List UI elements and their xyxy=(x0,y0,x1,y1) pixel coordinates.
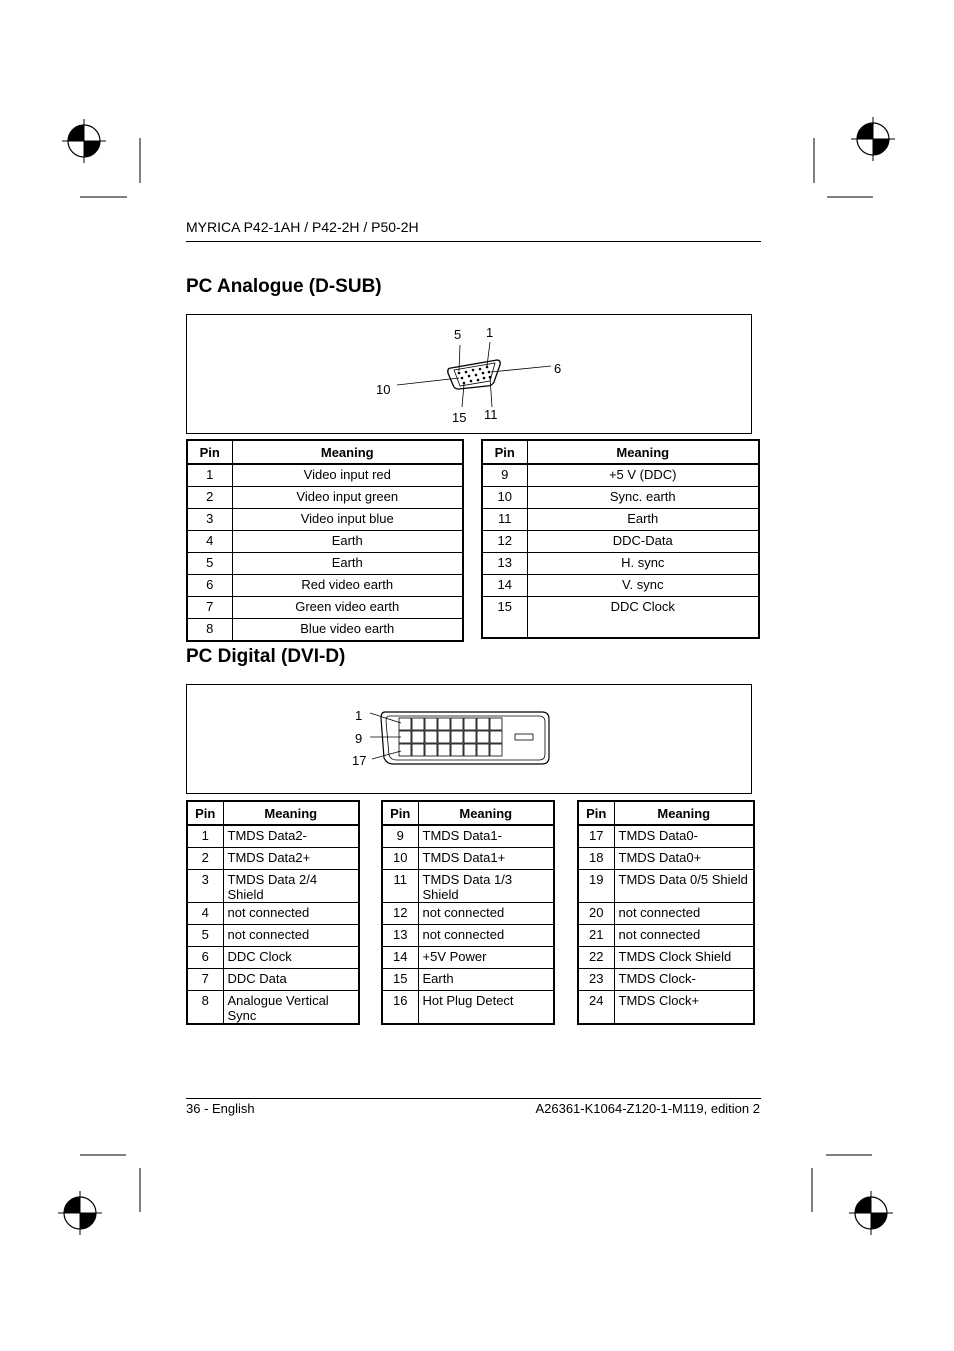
dsub-label-6: 6 xyxy=(554,361,562,376)
pin-number: 1 xyxy=(187,825,223,848)
table-row xyxy=(482,597,759,639)
pin-number: 8 xyxy=(187,619,232,642)
pin-number: 14 xyxy=(382,947,418,969)
pin-meaning: TMDS Data 2/4 Shield xyxy=(223,870,359,903)
dsub-diagram xyxy=(186,314,752,434)
pin-number: 11 xyxy=(382,870,418,903)
pin-meaning: Earth xyxy=(418,969,554,991)
table-row xyxy=(382,903,554,925)
table-row xyxy=(187,991,359,1025)
pin-meaning: V. sync xyxy=(527,575,759,597)
pin-meaning: not connected xyxy=(223,903,359,925)
column-header-pin: Pin xyxy=(578,801,614,825)
pin-meaning: Earth xyxy=(527,509,759,531)
footer-page-number: 36 - English xyxy=(186,1101,255,1116)
pin-meaning: TMDS Data2+ xyxy=(223,848,359,870)
pin-meaning: Blue video earth xyxy=(232,619,463,642)
column-header-pin: Pin xyxy=(187,440,232,464)
pin-meaning: TMDS Data1- xyxy=(418,825,554,848)
table-row xyxy=(187,575,463,597)
pin-number: 6 xyxy=(187,575,232,597)
pin-number: 4 xyxy=(187,903,223,925)
pin-meaning: TMDS Data 0/5 Shield xyxy=(614,870,754,903)
dvi-pin-table-3 xyxy=(577,800,755,1025)
pin-meaning: TMDS Data 1/3 Shield xyxy=(418,870,554,903)
dvi-label-1: 1 xyxy=(355,708,363,723)
table-row xyxy=(187,848,359,870)
pin-meaning: Video input green xyxy=(232,487,463,509)
pin-meaning: not connected xyxy=(614,925,754,947)
pin-number: 17 xyxy=(578,825,614,848)
table-row xyxy=(578,825,754,848)
table-row xyxy=(482,464,759,487)
dsub-label-10: 10 xyxy=(376,382,391,397)
table-row xyxy=(382,969,554,991)
dvi-pin-table-1 xyxy=(186,800,360,1025)
table-row xyxy=(578,947,754,969)
registration-mark-top-right xyxy=(851,117,895,161)
table-row xyxy=(578,969,754,991)
pin-number: 21 xyxy=(578,925,614,947)
pin-meaning: +5V Power xyxy=(418,947,554,969)
pin-number: 8 xyxy=(187,991,223,1025)
pin-number: 20 xyxy=(578,903,614,925)
dsub-connector-drawing xyxy=(187,315,751,433)
registration-mark-top-left xyxy=(62,119,106,163)
table-row xyxy=(578,870,754,903)
pin-number: 10 xyxy=(482,487,527,509)
pin-meaning: TMDS Data2- xyxy=(223,825,359,848)
pin-meaning: TMDS Data0- xyxy=(614,825,754,848)
table-row xyxy=(382,825,554,848)
dsub-label-11: 11 xyxy=(484,407,498,422)
dvi-connector-drawing xyxy=(187,685,751,793)
pin-number: 23 xyxy=(578,969,614,991)
pin-meaning: Earth xyxy=(232,531,463,553)
dvi-pin-grid xyxy=(399,718,533,756)
table-row xyxy=(187,947,359,969)
pin-number: 13 xyxy=(382,925,418,947)
dsub-label-15: 15 xyxy=(452,410,467,425)
pin-number: 15 xyxy=(482,597,527,639)
table-row xyxy=(578,925,754,947)
pin-meaning: DDC-Data xyxy=(527,531,759,553)
pin-number: 2 xyxy=(187,487,232,509)
pin-number: 6 xyxy=(187,947,223,969)
table-row xyxy=(187,925,359,947)
pin-meaning: H. sync xyxy=(527,553,759,575)
dsub-pin-table-1 xyxy=(186,439,464,642)
pin-meaning: TMDS Clock- xyxy=(614,969,754,991)
pin-number: 15 xyxy=(382,969,418,991)
table-row xyxy=(187,903,359,925)
table-row xyxy=(187,969,359,991)
pin-meaning: DDC Clock xyxy=(223,947,359,969)
table-row xyxy=(382,925,554,947)
column-header-meaning: Meaning xyxy=(527,440,759,464)
table-row xyxy=(187,487,463,509)
pin-number: 1 xyxy=(187,464,232,487)
table-row xyxy=(187,597,463,619)
column-header-meaning: Meaning xyxy=(223,801,359,825)
column-header-pin: Pin xyxy=(482,440,527,464)
pin-meaning: not connected xyxy=(418,903,554,925)
dvi-label-17: 17 xyxy=(352,753,367,768)
dvi-label-9: 9 xyxy=(355,731,363,746)
table-row xyxy=(482,487,759,509)
dsub-label-5: 5 xyxy=(454,327,462,342)
pin-meaning: TMDS Data0+ xyxy=(614,848,754,870)
section-heading-analogue: PC Analogue (D-SUB) xyxy=(186,276,382,297)
pin-meaning: Analogue Vertical Sync xyxy=(223,991,359,1025)
pin-meaning: Video input blue xyxy=(232,509,463,531)
table-row xyxy=(382,870,554,903)
pin-meaning: DDC Clock xyxy=(527,597,759,639)
pin-meaning: not connected xyxy=(614,903,754,925)
pin-number: 3 xyxy=(187,870,223,903)
dsub-pin-table-2 xyxy=(481,439,760,639)
dsub-label-1: 1 xyxy=(486,325,494,340)
table-row xyxy=(187,464,463,487)
pin-meaning: Red video earth xyxy=(232,575,463,597)
table-row xyxy=(482,575,759,597)
pin-number: 4 xyxy=(187,531,232,553)
pin-meaning: not connected xyxy=(223,925,359,947)
header-rule xyxy=(186,241,761,242)
table-row xyxy=(187,870,359,903)
pin-number: 10 xyxy=(382,848,418,870)
pin-meaning: TMDS Clock+ xyxy=(614,991,754,1025)
pin-number: 13 xyxy=(482,553,527,575)
registration-mark-bottom-right xyxy=(849,1191,893,1235)
pin-meaning: Hot Plug Detect xyxy=(418,991,554,1025)
page-header-title: MYRICA P42-1AH / P42-2H / P50-2H xyxy=(186,219,419,235)
pin-number: 7 xyxy=(187,969,223,991)
pin-meaning: Video input red xyxy=(232,464,463,487)
table-row xyxy=(187,825,359,848)
pin-number: 9 xyxy=(382,825,418,848)
column-header-pin: Pin xyxy=(382,801,418,825)
pin-meaning: +5 V (DDC) xyxy=(527,464,759,487)
table-row xyxy=(482,531,759,553)
footer-rule xyxy=(186,1098,761,1099)
table-row xyxy=(578,903,754,925)
pin-number: 5 xyxy=(187,925,223,947)
dvi-pin-table-2 xyxy=(381,800,555,1025)
table-row xyxy=(382,991,554,1025)
table-row xyxy=(578,991,754,1025)
pin-meaning: Sync. earth xyxy=(527,487,759,509)
pin-number: 7 xyxy=(187,597,232,619)
table-row xyxy=(187,553,463,575)
pin-number: 14 xyxy=(482,575,527,597)
column-header-pin: Pin xyxy=(187,801,223,825)
pin-number: 18 xyxy=(578,848,614,870)
pin-meaning: Green video earth xyxy=(232,597,463,619)
table-row xyxy=(187,619,463,642)
column-header-meaning: Meaning xyxy=(614,801,754,825)
column-header-meaning: Meaning xyxy=(418,801,554,825)
pin-number: 5 xyxy=(187,553,232,575)
pin-meaning: Earth xyxy=(232,553,463,575)
pin-number: 16 xyxy=(382,991,418,1025)
table-row xyxy=(382,848,554,870)
pin-number: 9 xyxy=(482,464,527,487)
pin-number: 19 xyxy=(578,870,614,903)
pin-number: 12 xyxy=(382,903,418,925)
dvi-diagram xyxy=(186,684,752,794)
pin-number: 22 xyxy=(578,947,614,969)
pin-meaning: TMDS Clock Shield xyxy=(614,947,754,969)
footer-document-id: A26361-K1064-Z120-1-M119, edition 2 xyxy=(535,1101,760,1116)
pin-meaning: TMDS Data1+ xyxy=(418,848,554,870)
pin-number: 2 xyxy=(187,848,223,870)
table-row xyxy=(382,947,554,969)
table-row xyxy=(187,531,463,553)
pin-number: 24 xyxy=(578,991,614,1025)
table-row xyxy=(187,509,463,531)
pin-number: 3 xyxy=(187,509,232,531)
pin-number: 12 xyxy=(482,531,527,553)
section-heading-digital: PC Digital (DVI-D) xyxy=(186,646,346,667)
table-row xyxy=(482,509,759,531)
pin-meaning: not connected xyxy=(418,925,554,947)
table-row xyxy=(578,848,754,870)
column-header-meaning: Meaning xyxy=(232,440,463,464)
registration-mark-bottom-left xyxy=(58,1191,102,1235)
pin-number: 11 xyxy=(482,509,527,531)
pin-meaning: DDC Data xyxy=(223,969,359,991)
table-row xyxy=(482,553,759,575)
